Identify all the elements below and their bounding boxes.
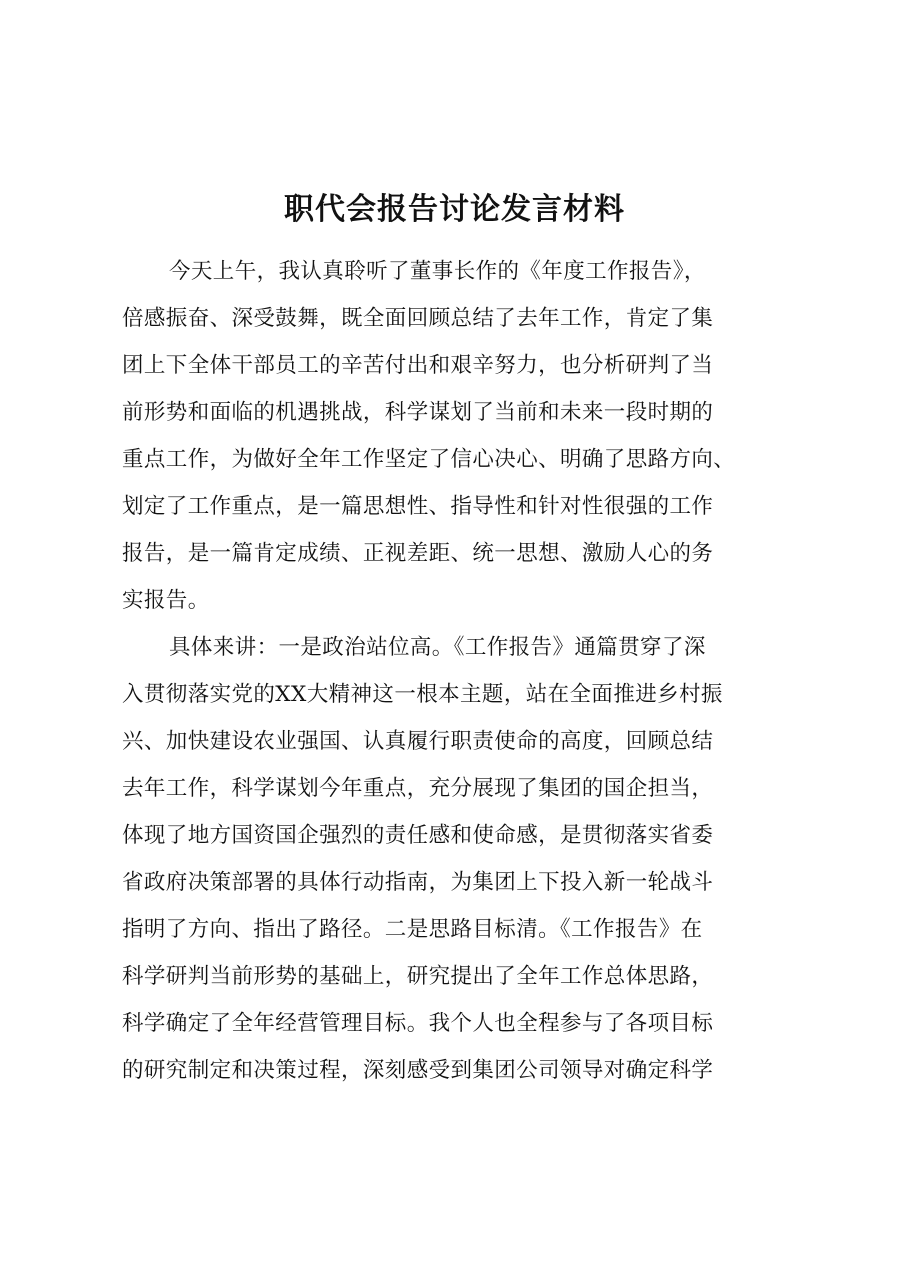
paragraph-line: 划定了工作重点，是一篇思想性、指导性和针对性很强的工作 — [122, 494, 714, 519]
paragraph-line: 省政府决策部署的具体行动指南，为集团上下投入新一轮战斗 — [122, 870, 714, 895]
document-title: 职代会报告讨论发言材料 — [284, 192, 625, 227]
document-body — [122, 248, 812, 1094]
paragraph-line: 入贯彻落实党的XX大精神这一根本主题，站在全面推进乡村振 — [122, 682, 723, 707]
paragraph-1 — [122, 248, 812, 624]
paragraph-line: 前形势和面临的机遇挑战，科学谋划了当前和未来一段时期的 — [122, 400, 714, 425]
paragraph-2 — [122, 624, 812, 1094]
paragraph-line: 报告，是一篇肯定成绩、正视差距、统一思想、激励人心的务 — [122, 541, 714, 566]
paragraph-line: 体现了地方国资国企强烈的责任感和使命感，是贯彻落实省委 — [122, 823, 714, 848]
paragraph-line: 指明了方向、指出了路径。二是思路目标清。《工作报告》在 — [122, 917, 703, 942]
paragraph-line: 科学确定了全年经营管理目标。我个人也全程参与了各项目标 — [122, 1011, 714, 1036]
paragraph-line: 科学研判当前形势的基础上，研究提出了全年工作总体思路， — [122, 964, 714, 989]
paragraph-line: 的研究制定和决策过程，深刻感受到集团公司领导对确定科学 — [122, 1058, 714, 1083]
paragraph-line: 具体来讲：一是政治站位高。《工作报告》通篇贯穿了深 — [169, 635, 706, 660]
paragraph-line: 倍感振奋、深受鼓舞，既全面回顾总结了去年工作，肯定了集 — [122, 306, 714, 331]
paragraph-line: 实报告。 — [122, 588, 210, 613]
paragraph-line: 兴、加快建设农业强国、认真履行职责使命的高度，回顾总结 — [122, 729, 714, 754]
paragraph-line: 去年工作，科学谋划今年重点，充分展现了集团的国企担当， — [122, 776, 714, 801]
paragraph-line: 今天上午，我认真聆听了董事长作的《年度工作报告》， — [169, 259, 706, 284]
paragraph-line: 团上下全体干部员工的辛苦付出和艰辛努力，也分析研判了当 — [122, 353, 714, 378]
paragraph-line: 重点工作，为做好全年工作坚定了信心决心、明确了思路方向、 — [122, 447, 736, 472]
